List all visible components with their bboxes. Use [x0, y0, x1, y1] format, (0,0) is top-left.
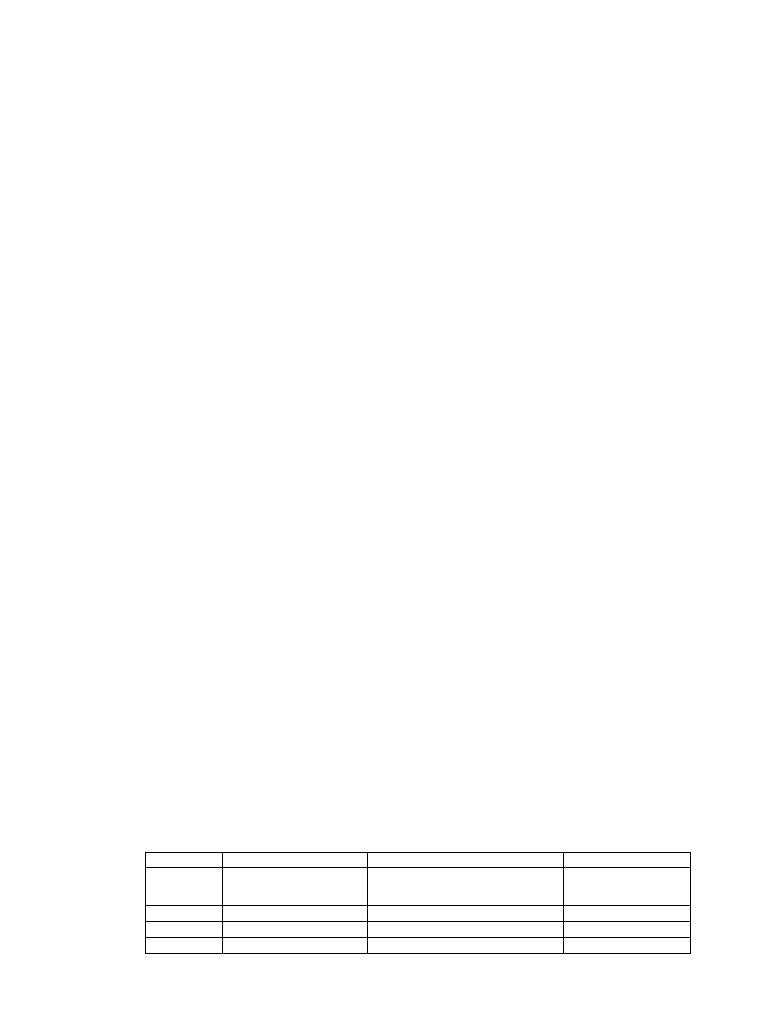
signature-cell [564, 938, 691, 954]
row-label-nombre [146, 868, 223, 906]
table-cell [223, 906, 368, 922]
table-cell [368, 906, 564, 922]
row-label-fecha [146, 922, 223, 938]
signature-table [145, 852, 691, 954]
row-label-firma [146, 938, 223, 954]
sig-header-revisado [368, 853, 564, 868]
table-row [146, 922, 691, 938]
sig-header-elaborado [223, 853, 368, 868]
signature-cell [223, 938, 368, 954]
table-cell [564, 906, 691, 922]
table-row [146, 938, 691, 954]
table-row [146, 906, 691, 922]
table-cell [223, 922, 368, 938]
table-cell [368, 868, 564, 906]
row-label-cargo [146, 906, 223, 922]
signature-cell [368, 938, 564, 954]
sig-header-aprobado [564, 853, 691, 868]
table-cell [564, 922, 691, 938]
sig-corner [146, 853, 223, 868]
table-cell [368, 922, 564, 938]
document-header-table [103, 51, 718, 137]
table-cell [564, 868, 691, 906]
table-row [146, 868, 691, 906]
table-cell [223, 868, 368, 906]
